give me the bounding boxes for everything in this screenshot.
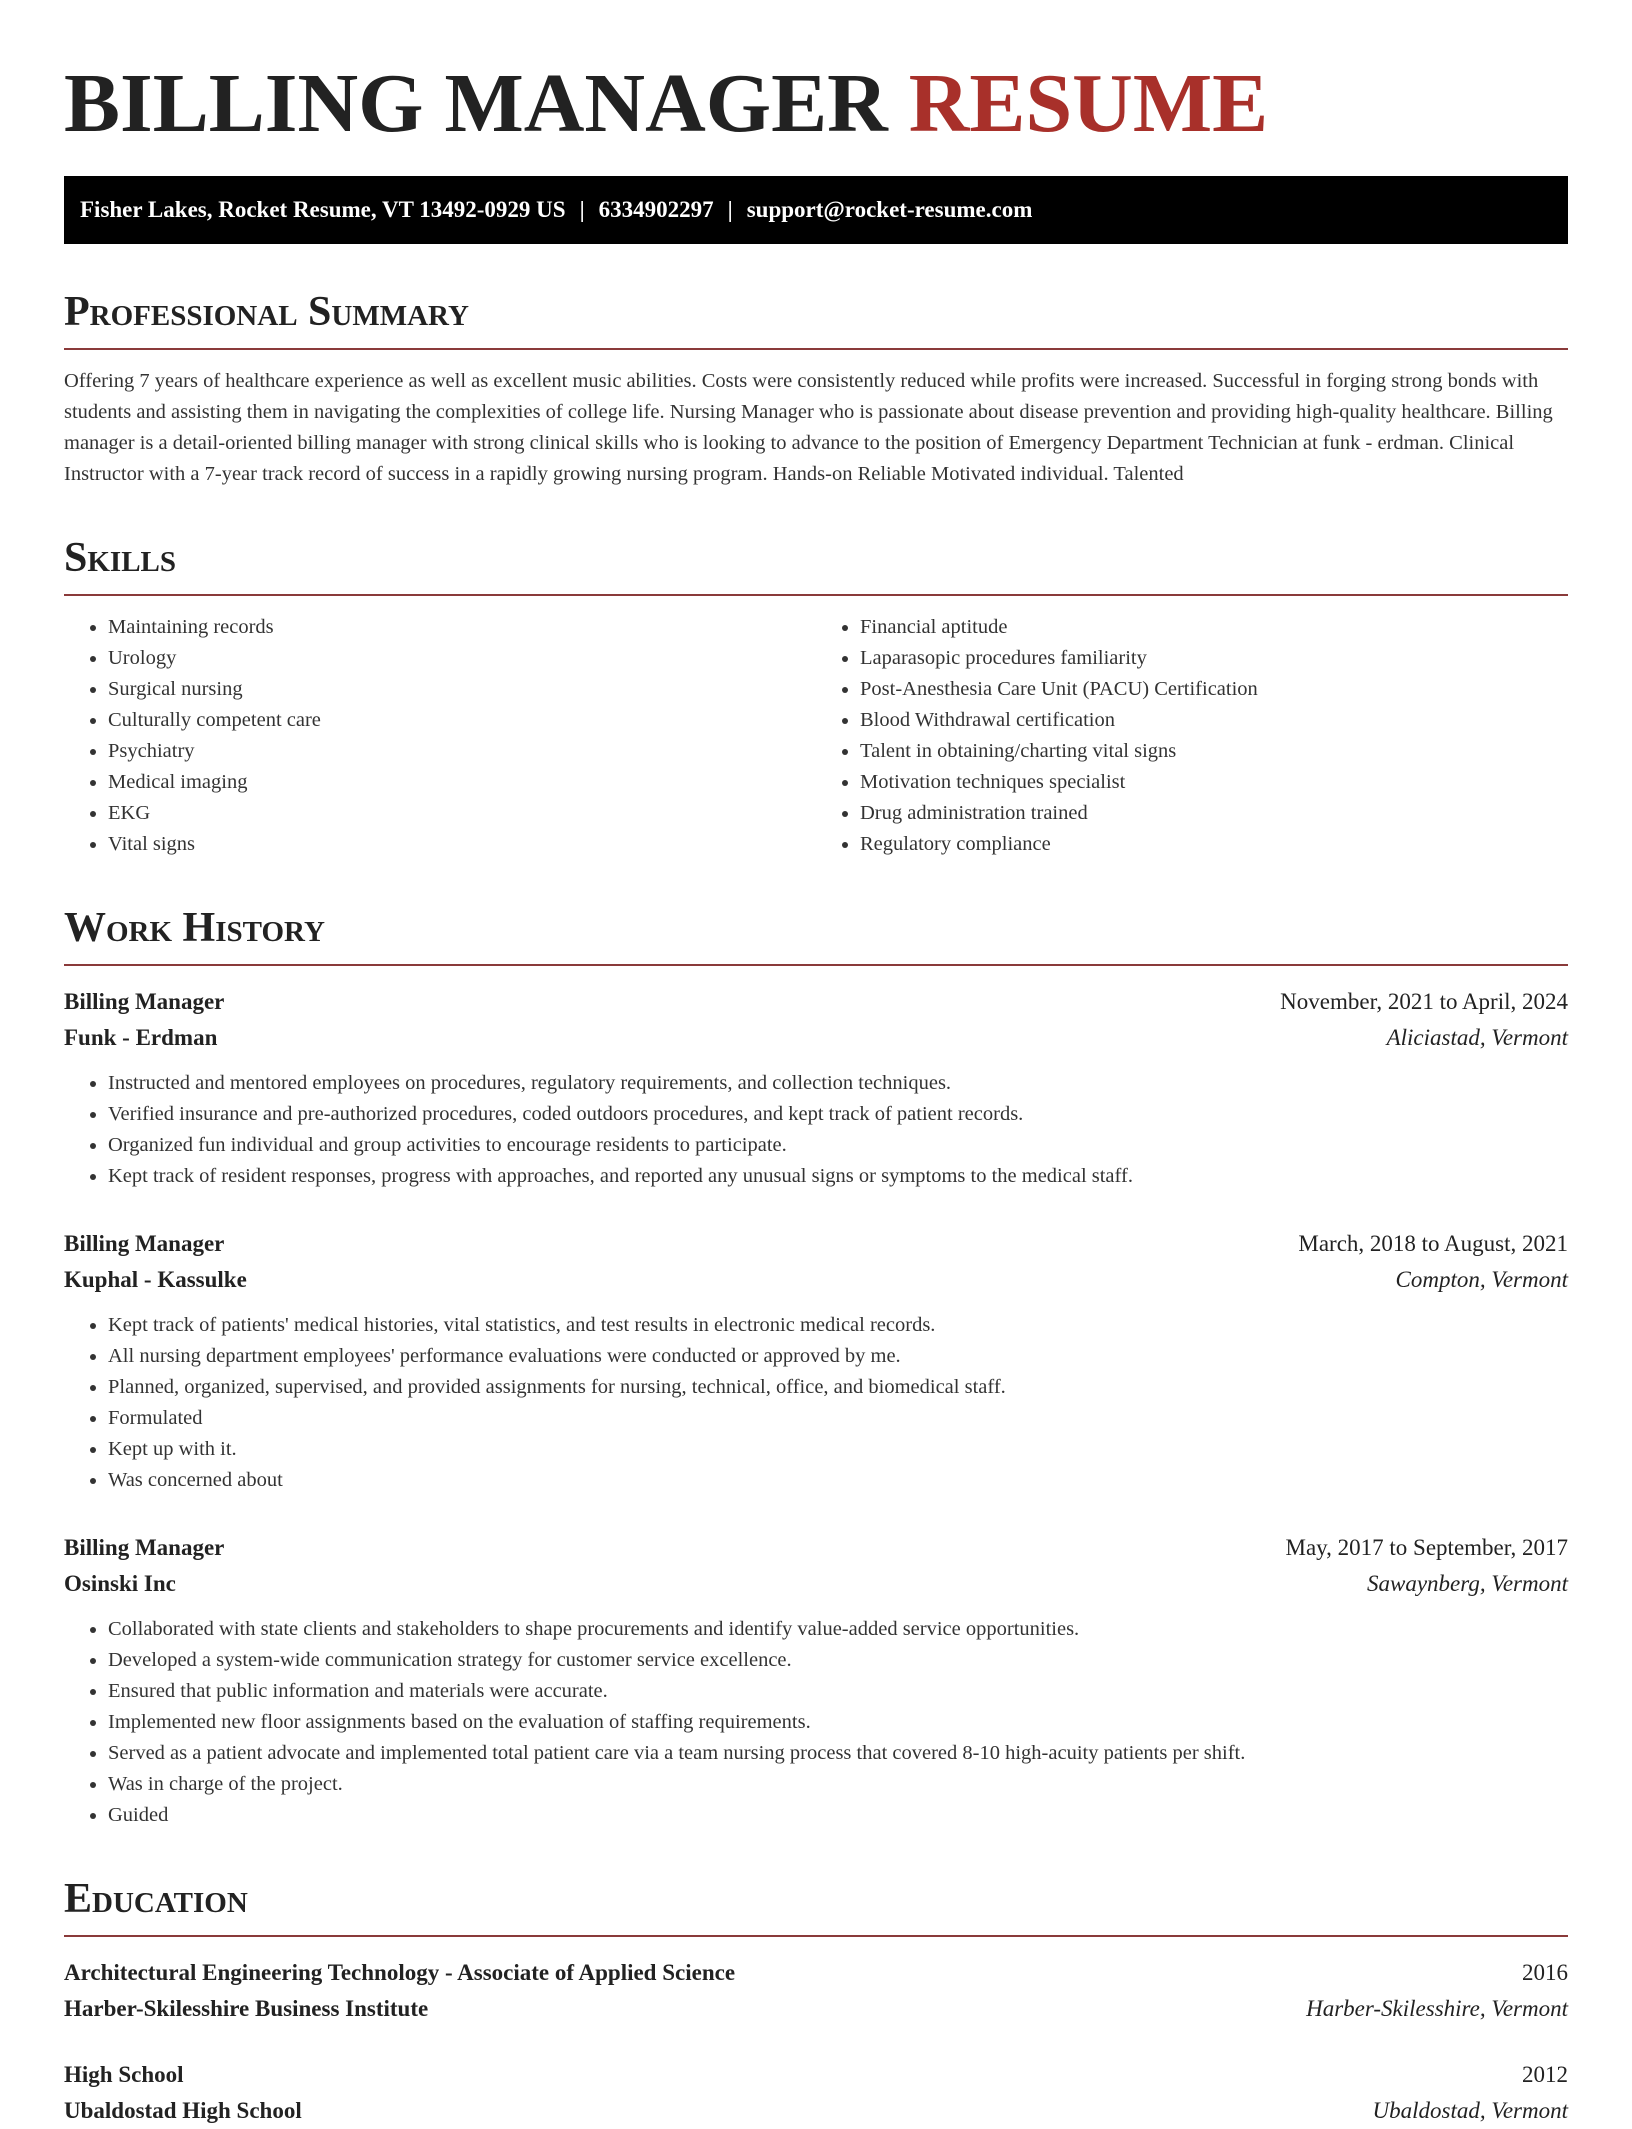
job-title: Billing Manager xyxy=(64,1535,225,1560)
job-bullet: • Formulated xyxy=(108,1403,1568,1434)
resume-title xyxy=(64,56,1568,152)
contact-phone: 6334902297 xyxy=(598,197,714,222)
title-role: BILLING MANAGER xyxy=(64,57,888,150)
education-location: Harber-Skilesshire, Vermont xyxy=(1306,1996,1568,2021)
summary-section xyxy=(64,288,1568,490)
education-heading: Education xyxy=(64,1875,1568,1937)
job-bullet: • Developed a system-wide communication strategy for customer service excellence. xyxy=(108,1645,1568,1676)
job-company: Osinski Inc xyxy=(64,1571,176,1596)
skill-item: • Maintaining records xyxy=(108,612,816,643)
job-location: Aliciastad, Vermont xyxy=(1386,1025,1568,1050)
skill-item: • Surgical nursing xyxy=(108,674,816,705)
job-bullet: • Kept up with it. xyxy=(108,1434,1568,1465)
job-bullet: • Verified insurance and pre-authorized procedures, coded outdoors procedures, and kept track of patient records. xyxy=(108,1099,1568,1130)
contact-address: Fisher Lakes, Rocket Resume, VT 13492-0929 US xyxy=(80,197,566,222)
job-dates: March, 2018 to August, 2021 xyxy=(1298,1231,1568,1256)
work-history-heading: Work History xyxy=(64,904,1568,966)
skills-heading: Skills xyxy=(64,534,1568,596)
job-bullet: • Kept track of patients' medical histories, vital statistics, and test results in electronic medical records. xyxy=(108,1310,1568,1341)
job-dates: May, 2017 to September, 2017 xyxy=(1285,1535,1568,1560)
job-company-row xyxy=(64,1566,1568,1602)
skill-item: • Post-Anesthesia Care Unit (PACU) Certification xyxy=(860,674,1568,705)
job-location: Compton, Vermont xyxy=(1395,1267,1568,1292)
job-bullet: • Implemented new floor assignments based on the evaluation of staffing requirements. xyxy=(108,1707,1568,1738)
work-history-section xyxy=(64,904,1568,1831)
education-location: Ubaldostad, Vermont xyxy=(1372,2098,1568,2123)
job-bullet: • Was concerned about xyxy=(108,1465,1568,1496)
job-header-row xyxy=(64,1226,1568,1262)
education-year: 2012 xyxy=(1522,2062,1568,2087)
title-resume-word: RESUME xyxy=(908,57,1269,150)
skill-item: • Psychiatry xyxy=(108,736,816,767)
education-year: 2016 xyxy=(1522,1960,1568,1985)
job-entry xyxy=(64,1530,1568,1831)
skill-item: • Motivation techniques specialist xyxy=(860,767,1568,798)
job-header-row xyxy=(64,984,1568,1020)
job-entry xyxy=(64,984,1568,1192)
skill-item: • Regulatory compliance xyxy=(860,829,1568,860)
job-bullet: • Kept track of resident responses, progress with approaches, and reported any unusual signs or symptoms to the medical staff. xyxy=(108,1161,1568,1192)
job-location: Sawaynberg, Vermont xyxy=(1366,1571,1568,1596)
skill-item: • Drug administration trained xyxy=(860,798,1568,829)
skills-list-right xyxy=(816,612,1568,860)
education-degree: High School xyxy=(64,2062,184,2087)
job-bullet: • All nursing department employees' performance evaluations were conducted or approved by me. xyxy=(108,1341,1568,1372)
skill-item: • Laparasopic procedures familiarity xyxy=(860,643,1568,674)
skills-list-left xyxy=(64,612,816,860)
education-school-row xyxy=(64,1991,1568,2027)
skill-item: • EKG xyxy=(108,798,816,829)
contact-bar xyxy=(64,176,1568,244)
education-school-row xyxy=(64,2093,1568,2129)
skill-item: • Urology xyxy=(108,643,816,674)
education-degree-row xyxy=(64,2057,1568,2093)
job-bullet: • Was in charge of the project. xyxy=(108,1769,1568,1800)
education-school: Ubaldostad High School xyxy=(64,2098,302,2123)
job-bullet: • Guided xyxy=(108,1800,1568,1831)
job-title: Billing Manager xyxy=(64,989,225,1014)
job-bullet: • Planned, organized, supervised, and provided assignments for nursing, technical, office, and biomedical staff. xyxy=(108,1372,1568,1403)
job-bullet: • Instructed and mentored employees on procedures, regulatory requirements, and collection techniques. xyxy=(108,1068,1568,1099)
skill-item: • Culturally competent care xyxy=(108,705,816,736)
job-bullet: • Collaborated with state clients and stakeholders to shape procurements and identify value-added service opportunities. xyxy=(108,1614,1568,1645)
job-company-row xyxy=(64,1262,1568,1298)
job-bullets xyxy=(64,1614,1568,1831)
skill-item: • Medical imaging xyxy=(108,767,816,798)
job-bullet: • Ensured that public information and materials were accurate. xyxy=(108,1676,1568,1707)
education-entry xyxy=(64,2057,1568,2129)
job-entry xyxy=(64,1226,1568,1496)
job-bullets xyxy=(64,1310,1568,1496)
education-degree: Architectural Engineering Technology - Associate of Applied Science xyxy=(64,1960,736,1985)
skills-section xyxy=(64,534,1568,860)
contact-separator: | xyxy=(727,197,733,222)
contact-email: support@rocket-resume.com xyxy=(746,197,1033,222)
job-company: Funk - Erdman xyxy=(64,1025,218,1050)
skills-columns xyxy=(64,612,1568,860)
job-bullets xyxy=(64,1068,1568,1192)
summary-text: Offering 7 years of healthcare experience as well as excellent music abilities. Costs were consistently reduced while profits were increased. Successful in forging strong bonds with students and assisting them in navigating the complexities of college life. Nursing Manager who is passionate about disease prevention and providing high-quality healthcare. Billing manager is a detail-oriented billing manager with strong clinical skills who is looking to advance to the position of Emergency Department Technician at funk - erdman. Clinical Instructor with a 7-year track record of success in a rapidly growing nursing program. Hands-on Reliable Motivated individual. Talented xyxy=(64,370,1553,485)
skill-item: • Vital signs xyxy=(108,829,816,860)
job-bullet: • Served as a patient advocate and implemented total patient care via a team nursing process that covered 8-10 high-acuity patients per shift. xyxy=(108,1738,1568,1769)
job-company: Kuphal - Kassulke xyxy=(64,1267,247,1292)
summary-heading: Professional Summary xyxy=(64,288,1568,350)
skill-item: • Talent in obtaining/charting vital signs xyxy=(860,736,1568,767)
job-bullet: • Organized fun individual and group activities to encourage residents to participate. xyxy=(108,1130,1568,1161)
education-section xyxy=(64,1875,1568,2129)
education-school: Harber-Skilesshire Business Institute xyxy=(64,1996,429,2021)
job-title: Billing Manager xyxy=(64,1231,225,1256)
job-company-row xyxy=(64,1020,1568,1056)
skill-item: • Financial aptitude xyxy=(860,612,1568,643)
job-header-row xyxy=(64,1530,1568,1566)
education-entry xyxy=(64,1955,1568,2027)
job-dates: November, 2021 to April, 2024 xyxy=(1280,989,1568,1014)
skill-item: • Blood Withdrawal certification xyxy=(860,705,1568,736)
contact-separator: | xyxy=(579,197,585,222)
education-degree-row xyxy=(64,1955,1568,1991)
